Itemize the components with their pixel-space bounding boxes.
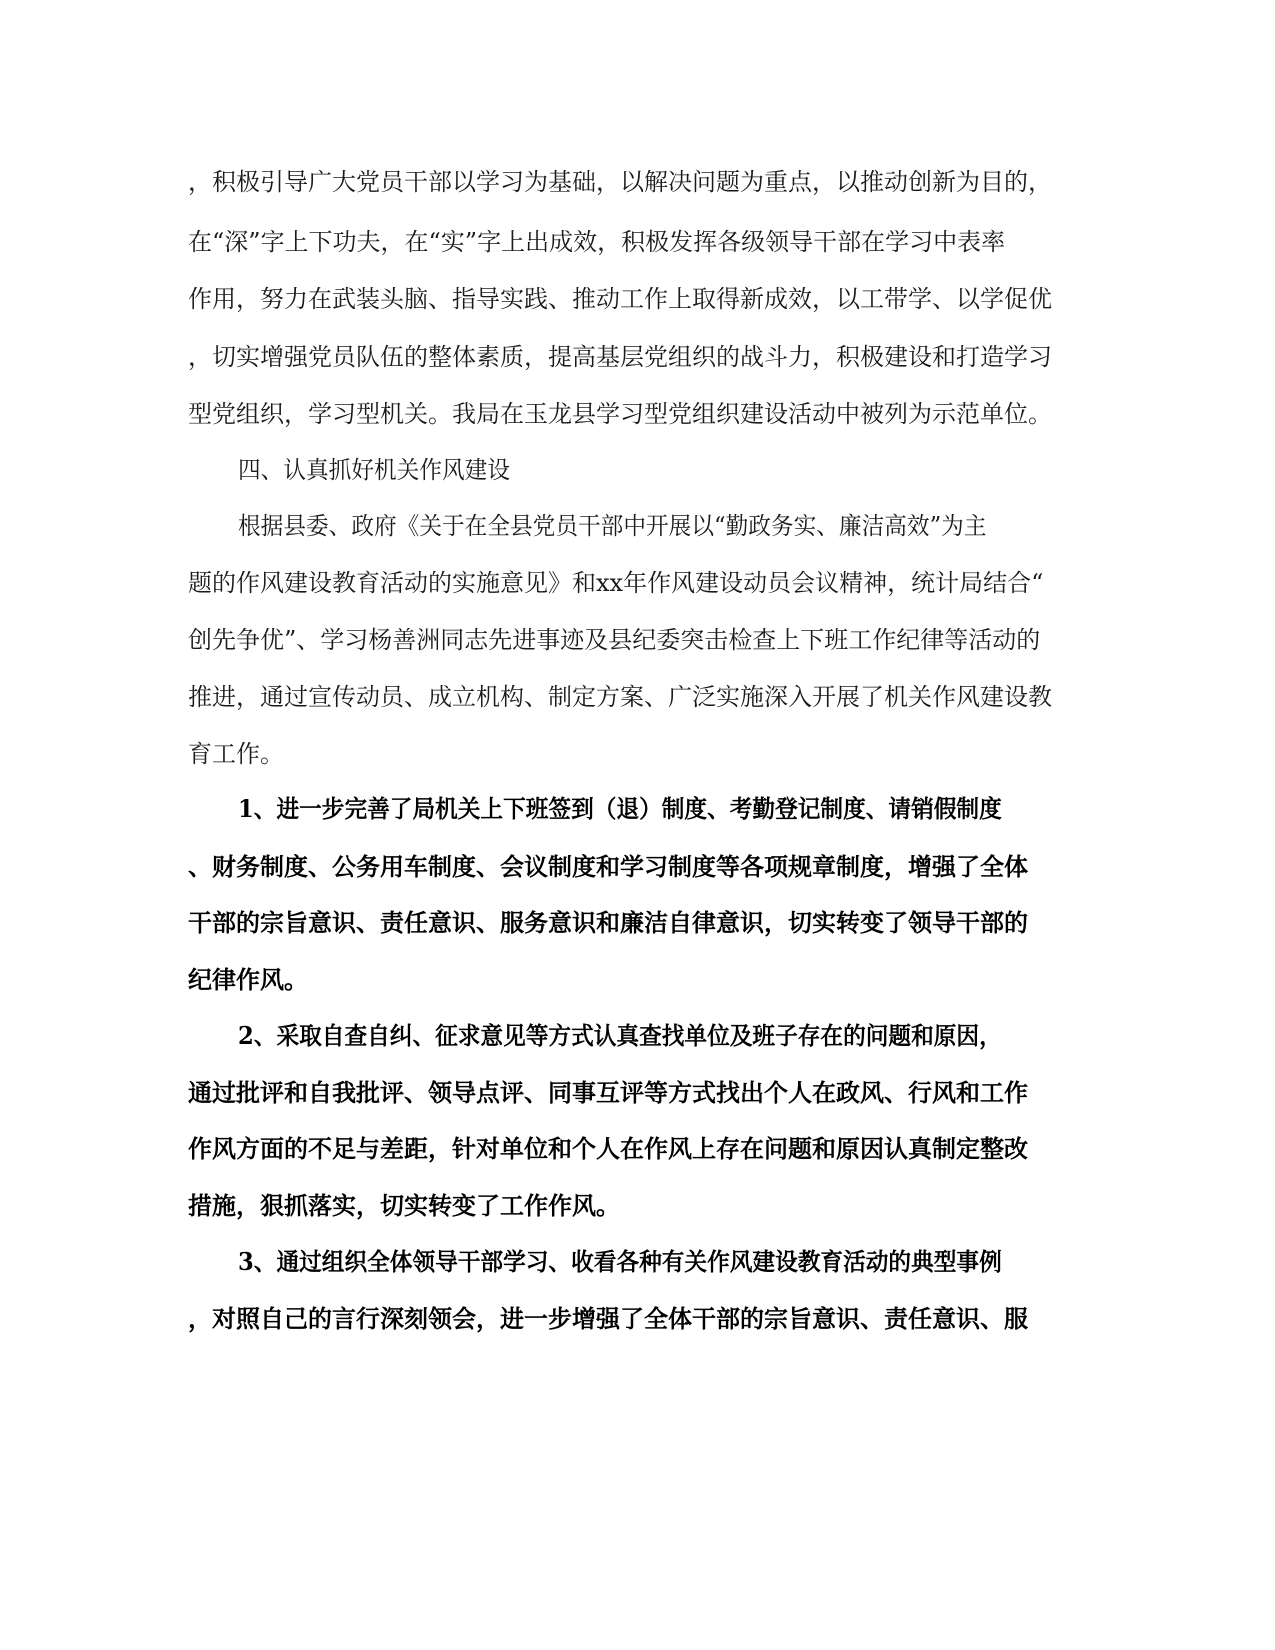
body-text-line: 根据县委、政府《关于在全县党员干部中开展以“勤政务实、廉洁高效”为主	[238, 512, 987, 540]
body-text-line: ，积极引导广大党员干部以学习为基础，以解决问题为重点，以推动创新为目的，	[188, 168, 1052, 196]
section-heading: 四、认真抓好机关作风建设	[238, 456, 510, 484]
list-item-1-line: 纪律作风。	[188, 965, 308, 994]
list-item-1-line: 1、进一步完善了局机关上下班签到（退）制度、考勤登记制度、请销假制度	[238, 794, 1002, 823]
list-item-2-line: 作风方面的不足与差距，针对单位和个人在作风上存在问题和原因认真制定整改	[188, 1134, 1028, 1163]
body-text-line: 型党组织，学习型机关。我局在玉龙县学习型党组织建设活动中被列为示范单位。	[188, 400, 1052, 428]
list-item-3-line: 3、通过组织全体领导干部学习、收看各种有关作风建设教育活动的典型事例	[238, 1247, 1002, 1276]
list-item-2-line: 措施，狠抓落实，切实转变了工作作风。	[188, 1191, 620, 1220]
list-item-1-line: 干部的宗旨意识、责任意识、服务意识和廉洁自律意识，切实转变了领导干部的	[188, 908, 1028, 937]
body-text-line: 育工作。	[188, 740, 284, 768]
list-item-3-line: ，对照自己的言行深刻领会，进一步增强了全体干部的宗旨意识、责任意识、服	[188, 1304, 1028, 1333]
body-text-line: ，切实增强党员队伍的整体素质，提高基层党组织的战斗力，积极建设和打造学习	[188, 343, 1052, 371]
list-item-1-line: 、财务制度、公务用车制度、会议制度和学习制度等各项规章制度，增强了全体	[188, 852, 1028, 881]
body-text-line: 创先争优”、学习杨善洲同志先进事迹及县纪委突击检查上下班工作纪律等活动的	[188, 626, 1041, 654]
list-item-2-line: 2、采取自查自纠、征求意见等方式认真查找单位及班子存在的问题和原因，	[238, 1021, 1002, 1050]
list-item-2-line: 通过批评和自我批评、领导点评、同事互评等方式找出个人在政风、行风和工作	[188, 1078, 1028, 1107]
body-text-line: 在“深”字上下功夫，在“实”字上出成效，积极发挥各级领导干部在学习中表率	[188, 228, 1006, 256]
body-text-line: 题的作风建设教育活动的实施意见》和xx年作风建设动员会议精神，统计局结合“	[188, 569, 1044, 597]
body-text-line: 推进，通过宣传动员、成立机构、制定方案、广泛实施深入开展了机关作风建设教	[188, 683, 1052, 711]
body-text-line: 作用，努力在武装头脑、指导实践、推动工作上取得新成效，以工带学、以学促优	[188, 285, 1052, 313]
